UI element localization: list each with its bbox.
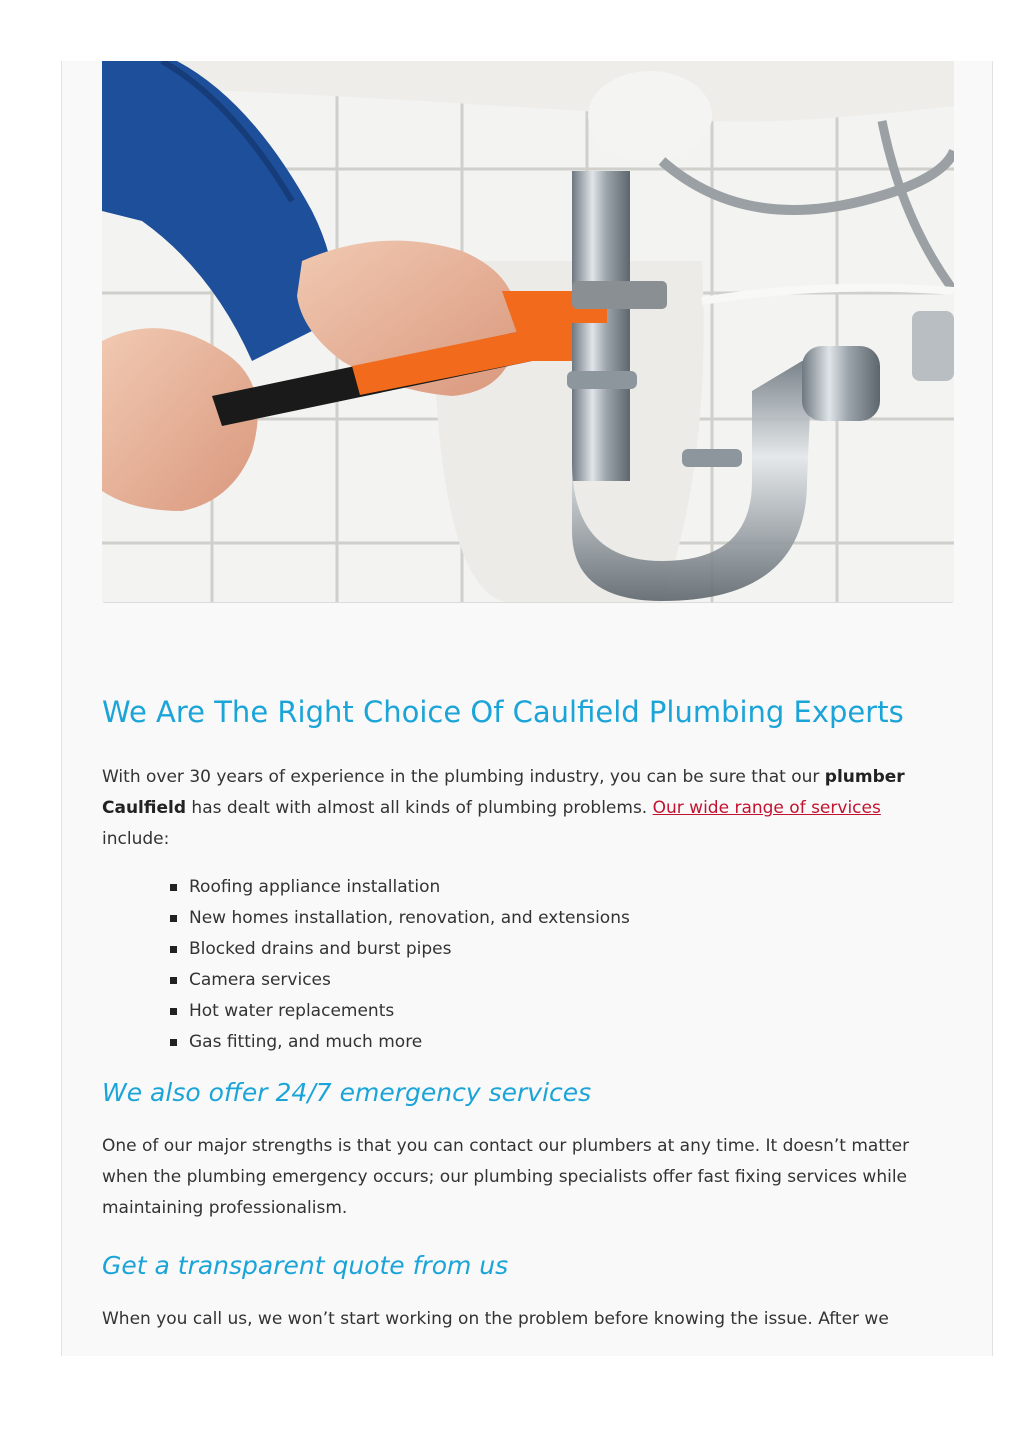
bullet-icon bbox=[170, 884, 177, 891]
emergency-paragraph: One of our major strengths is that you can contact our plumbers at any time. It doesn’t matter when the plumbing emergency occurs; our plumbing specialists offer fast fixing services while maintaining professionalism. bbox=[102, 1136, 910, 1218]
list-item bbox=[170, 903, 942, 934]
bullet-icon bbox=[170, 915, 177, 922]
quote-paragraph: When you call us, we won’t start working on the problem before knowing the issue. After we bbox=[102, 1309, 889, 1329]
page-card bbox=[61, 61, 993, 1356]
plumber-photo bbox=[102, 61, 954, 602]
list-item bbox=[170, 1027, 942, 1058]
intro-text-2: has dealt with almost all kinds of plumbing problems. bbox=[186, 798, 653, 818]
list-item-label: Roofing appliance installation bbox=[189, 877, 441, 897]
list-item bbox=[170, 872, 942, 903]
list-item-label: Gas fitting, and much more bbox=[189, 1032, 423, 1052]
list-item bbox=[170, 934, 942, 965]
intro-bold: plumber Caulfield bbox=[102, 767, 905, 818]
intro-text: With over 30 years of experience in the plumbing industry, you can be sure that our bbox=[102, 767, 825, 787]
list-item bbox=[170, 996, 942, 1027]
hero-image bbox=[102, 61, 954, 603]
list-item bbox=[170, 965, 942, 996]
services-link[interactable]: Our wide range of services bbox=[652, 798, 881, 818]
bullet-icon bbox=[170, 1008, 177, 1015]
quote-heading: Get a transparent quote from us bbox=[102, 1251, 509, 1280]
list-item-label: Camera services bbox=[189, 970, 331, 990]
emergency-heading: We also offer 24/7 emergency services bbox=[102, 1078, 592, 1107]
intro-text-3: include: bbox=[102, 829, 170, 849]
main-content bbox=[102, 691, 942, 1352]
list-item-label: Hot water replacements bbox=[189, 1001, 395, 1021]
list-item-label: New homes installation, renovation, and extensions bbox=[189, 908, 630, 928]
bullet-icon bbox=[170, 1039, 177, 1046]
list-item-label: Blocked drains and burst pipes bbox=[189, 939, 452, 959]
services-list bbox=[102, 872, 942, 1058]
bullet-icon bbox=[170, 977, 177, 984]
bullet-icon bbox=[170, 946, 177, 953]
page-title: We Are The Right Choice Of Caulfield Plumbing Experts bbox=[102, 695, 904, 729]
intro-paragraph bbox=[102, 762, 942, 855]
